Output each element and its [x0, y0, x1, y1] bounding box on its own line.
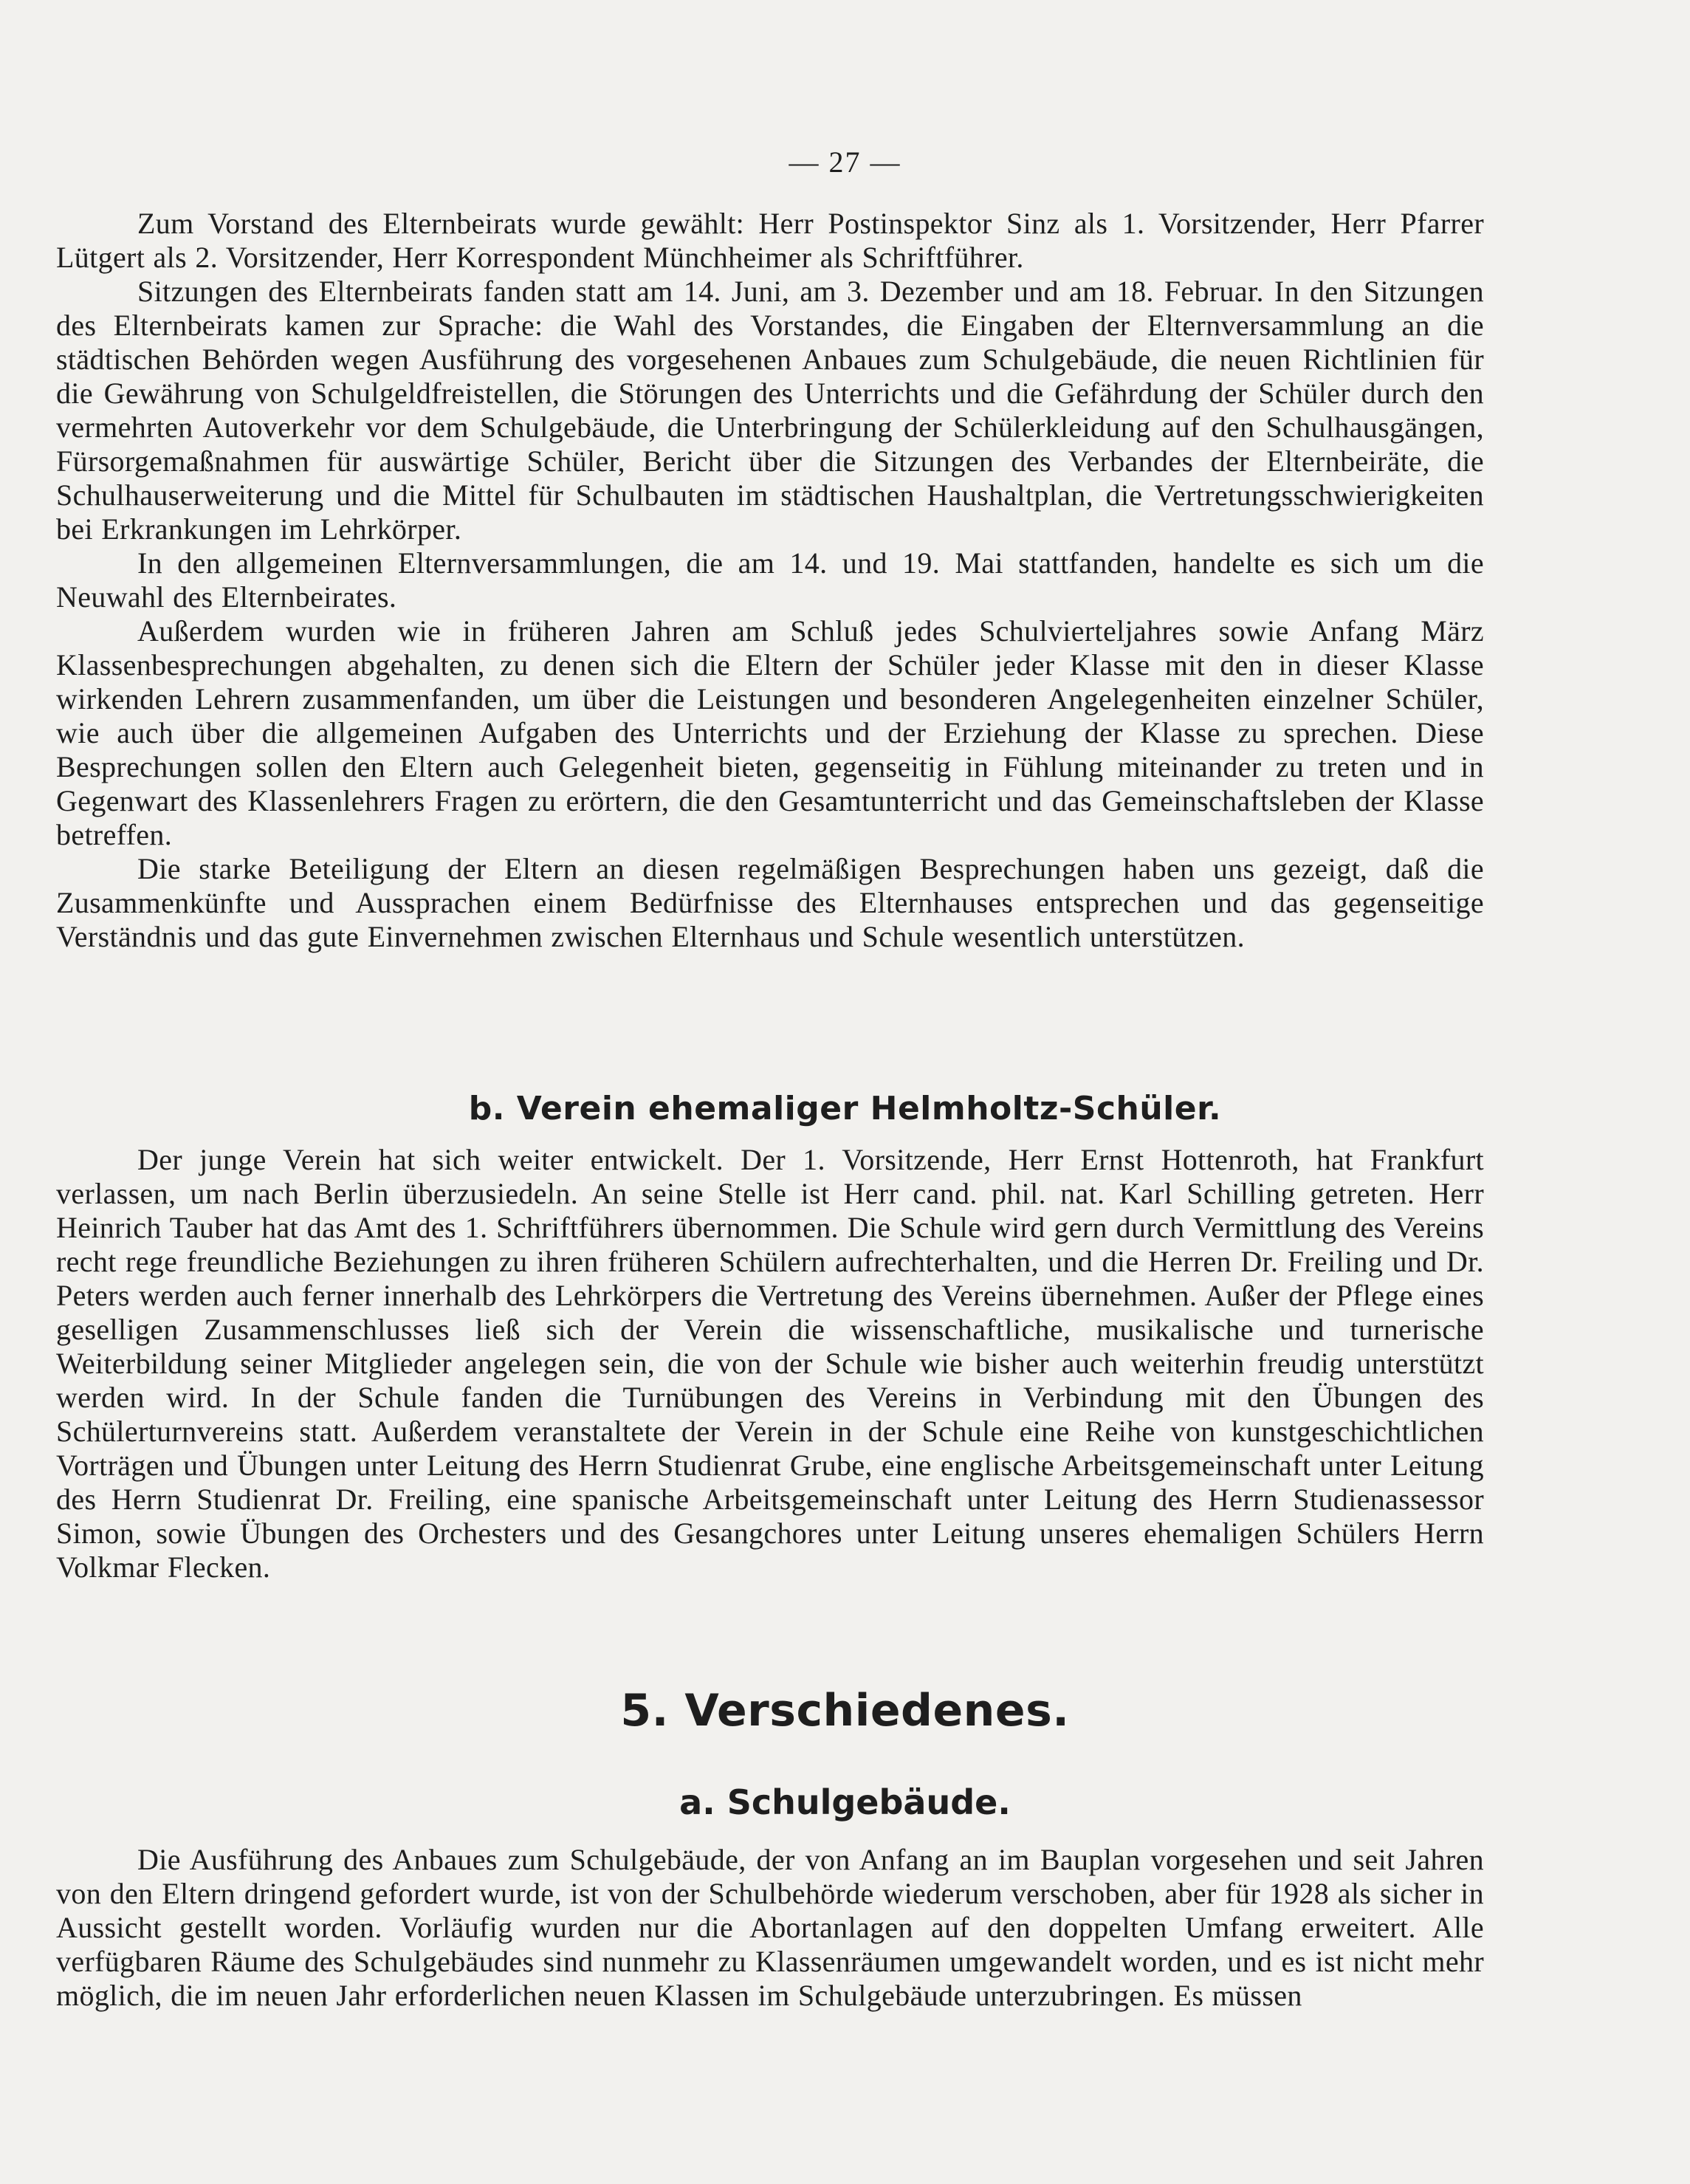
paragraph-klassenbesprechungen: Außerdem wurden wie in früheren Jahren am Schluß jedes Schulvierteljahres sowie Anfang März Klassenbesprechungen abgehalten, zu denen sich die Eltern der Schüler jeder Klasse mit den in dieser Klasse wirkenden Lehrern zusammenfanden, um über die Leistungen und besonderen Angelegenheiten einzelner Schüler, wie auch über die allgemeinen Aufgaben des Unterrichts und der Erziehung der Klasse zu sprechen. Diese Besprechungen sollen den Eltern auch Gelegenheit bieten, gegenseitig in Fühlung miteinander zu treten und in Gegenwart des Klassenlehrers Fragen zu erörtern, die den Gesamtunterricht und das Gemeinschaftsleben der Klasse betreffen. — [56, 614, 1484, 851]
paragraph-verein: Der junge Verein hat sich weiter entwickelt. Der 1. Vorsitzende, Herr Ernst Hottenroth, hat Frankfurt verlassen, um nach Berlin überzusiedeln. An seine Stelle ist Herr cand. phil. nat. Karl Schilling getreten. Herr Heinrich Tauber hat das Amt des 1. Schriftführers übernommen. Die Schule wird gern durch Vermittlung des Vereins recht rege freundliche Beziehungen zu ihren früheren Schülern aufrechterhalten, und die Herren Dr. Freiling und Dr. Peters werden auch ferner innerhalb des Lehrkörpers die Vertretung des Vereins übernehmen. Außer der Pflege eines geselligen Zusammenschlusses ließ sich der Verein die wissenschaftliche, musikalische und turnerische Weiterbildung seiner Mitglieder angelegen sein, die von der Schule wie bisher auch weiterhin freudig unterstützt werden wird. In der Schule fanden die Turnübungen des Vereins in Verbindung mit den Übungen des Schülerturnvereins statt. Außerdem veranstaltete der Verein in der Schule eine Reihe von kunstgeschichtlichen Vorträgen und Übungen unter Leitung des Herrn Studienrat Grube, eine englische Arbeitsgemeinschaft unter Leitung des Herrn Studienrat Dr. Freiling, eine spanische Arbeitsgemeinschaft unter Leitung des Herrn Studienassessor Simon, sowie Übungen des Orchesters und des Gesangchores unter Leitung unseres ehemaligen Schülers Herrn Volkmar Flecken. — [56, 1143, 1484, 1584]
section-heading-verein: b. Verein ehemaliger Helmholtz-Schüler. — [468, 1090, 1222, 1127]
elternbeirat-section — [56, 207, 1484, 954]
paragraph-sitzungen: Sitzungen des Elternbeirats fanden statt am 14. Juni, am 3. Dezember und am 18. Februar. In den Sitzungen des Elternbeirats kamen zur Sprache: die Wahl des Vorstandes, die Eingaben der Elternversammlung an die städtischen Behörden wegen Ausführung des vorgesehenen Anbaues zum Schulgebäude, die neuen Richtlinien für die Gewährung von Schulgeldfreistellen, die Störungen des Unterrichts und die Gefährdung der Schüler durch den vermehrten Autoverkehr vor dem Schulgebäude, die Unterbringung der Schülerkleidung auf den Schulhausgängen, Fürsorgemaßnahmen für auswärtige Schüler, Bericht über die Sitzungen des Verbandes der Elternbeiräte, die Schulhauserweiterung und die Mittel für Schulbauten im städtischen Haushaltplan, die Vertretungsschwierigkeiten bei Erkrankungen im Lehrkörper. — [56, 275, 1484, 546]
chapter-heading-verschiedenes: 5. Verschiedenes. — [620, 1685, 1070, 1737]
page-number: — 27 — — [789, 145, 901, 179]
paragraph-vorstand: Zum Vorstand des Elternbeirats wurde gewählt: Herr Postinspektor Sinz als 1. Vorsitzender, Herr Pfarrer Lütgert als 2. Vorsitzender, Herr Korrespondent Münchheimer als Schriftführer. — [56, 207, 1484, 274]
section-heading-schulgebaeude: a. Schulgebäude. — [679, 1782, 1011, 1822]
paragraph-beteiligung: Die starke Beteiligung der Eltern an diesen regelmäßigen Besprechungen haben uns gezeigt, daß die Zusammenkünfte und Aussprachen einem Bedürfnisse des Elternhauses entsprechen und das gegenseitige Verständnis und das gute Einvernehmen zwischen Elternhaus und Schule wesentlich unterstützen. — [56, 852, 1484, 953]
verein-section — [56, 1143, 1484, 1584]
paragraph-elternversammlungen: In den allgemeinen Elternversammlungen, die am 14. und 19. Mai stattfanden, handelte es sich um die Neuwahl des Elternbeirates. — [56, 546, 1484, 614]
schulgebaeude-section — [56, 1843, 1484, 2013]
paragraph-schulgebaeude: Die Ausführung des Anbaues zum Schulgebäude, der von Anfang an im Bauplan vorgesehen und seit Jahren von den Eltern dringend gefordert wurde, ist von der Schulbehörde wiederum verschoben, aber für 1928 als sicher in Aussicht gestellt worden. Vorläufig wurden nur die Abortanlagen auf den doppelten Umfang erweitert. Alle verfügbaren Räume des Schulgebäudes sind nunmehr zu Klassenräumen umgewandelt worden, und es ist nicht mehr möglich, die im neuen Jahr erforderlichen neuen Klassen im Schulgebäude unterzubringen. Es müssen — [56, 1843, 1484, 2012]
